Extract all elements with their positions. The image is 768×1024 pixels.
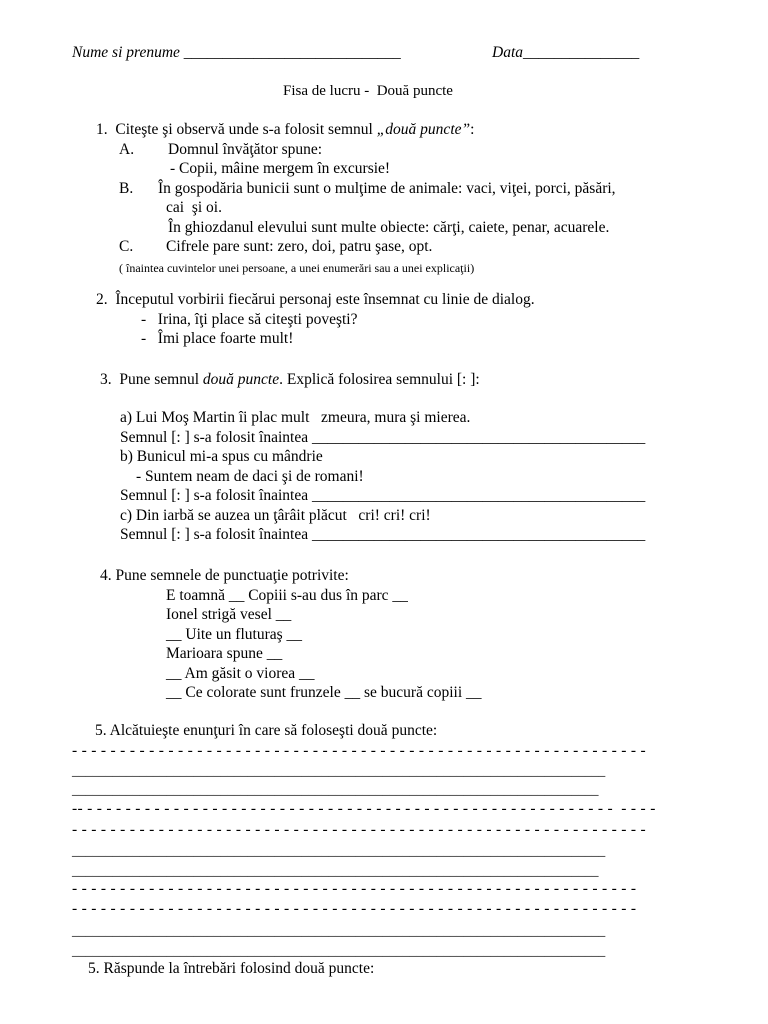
writing-rule[interactable]: ______________________________________________________________________________ [72, 782, 599, 797]
writing-rule[interactable]: _______________________________________________________________________________ [72, 763, 606, 778]
ex3-heading: 3. Pune semnul două puncte. Explică folosirea semnului [: ]: [100, 371, 480, 388]
writing-rule[interactable]: - - - - - - - - - - - - - - - - - - - - - - - - - - - - - - - - - - - - - - - - - - - - - - - - - - - - - - - - - - - [72, 880, 637, 897]
writing-rule[interactable]: ______________________________________________________________________________ [72, 863, 599, 878]
writing-rule[interactable]: - - - - - - - - - - - - - - - - - - - - - - - - - - - - - - - - - - - - - - - - - - - - - - - - - - - - - - - - - - - - [72, 821, 647, 838]
ex4-line[interactable]: Ionel strigă vesel __ [166, 606, 292, 623]
ex3-answer-2[interactable]: Semnul [: ] s-a folosit înaintea ___________________________________________ [120, 487, 646, 504]
ex1-heading: 1. Citeşte şi observă unde s-a folosit semnul „două puncte”: [96, 121, 475, 138]
name-label: Nume si prenume ____________________________ [72, 44, 401, 61]
writing-rule[interactable]: - - - - - - - - - - - - - - - - - - - - - - - - - - - - - - - - - - - - - - - - - - - - - - - - - - - - - - - - - - - [72, 900, 637, 917]
ex3-c: c) Din iarbă se auzea un ţârâit plăcut cri! cri! cri! [120, 507, 431, 524]
ex1-note: ( înaintea cuvintelor unei persoane, a unei enumerări sau a unei explicaţii) [119, 261, 475, 275]
date-blank[interactable]: _______________ [523, 44, 640, 61]
writing-rule[interactable]: _______________________________________________________________________________ [72, 923, 606, 938]
ex2-heading: 2. Începutul vorbirii fiecărui personaj este însemnat cu linie de dialog. [96, 291, 535, 308]
ex1-a-dialog: - Copii, mâine mergem în excursie! [170, 160, 391, 177]
ex1-b-text: În gospodăria bunicii sunt o mulţime de animale: vaci, viţei, porci, păsări, [158, 180, 616, 197]
writing-rule[interactable]: -- - - - - - - - - - - - - - - - - - - - - - - - - - - - - - - - - - - - - - - - - - - - - - - - - - - - - - - - - - - - [72, 800, 656, 817]
ex4-line[interactable]: __ Ce colorate sunt frunzele __ se bucură copiii __ [166, 684, 482, 701]
date-label: Data [492, 44, 523, 61]
writing-rule[interactable]: _______________________________________________________________________________ [72, 943, 606, 958]
ex1-b-text2: cai şi oi. [166, 199, 222, 216]
ex3-a: a) Lui Moş Martin îi plac mult zmeura, mura şi mierea. [120, 409, 471, 426]
ex3-answer-1[interactable]: Semnul [: ] s-a folosit înaintea ___________________________________________ [120, 429, 646, 446]
ex1-c-letter: C. [119, 238, 134, 255]
ex6-heading: 5. Răspunde la întrebări folosind două puncte: [88, 960, 375, 977]
writing-rule[interactable]: - - - - - - - - - - - - - - - - - - - - - - - - - - - - - - - - - - - - - - - - - - - - - - - - - - - - - - - - - - - - [72, 742, 647, 759]
name-blank[interactable]: ____________________________ [183, 44, 401, 61]
ex3-b-dialog: - Suntem neam de daci şi de romani! [136, 468, 364, 485]
ex3-answer-3[interactable]: Semnul [: ] s-a folosit înaintea ___________________________________________ [120, 526, 646, 543]
ex1-b-letter: B. [119, 180, 134, 197]
ex1-b-text3: În ghiozdanul elevului sunt multe obiecte: cărţi, caiete, penar, acuarele. [168, 219, 610, 236]
date-field [492, 44, 639, 62]
ex2-dialog-2: - Îmi place foarte mult! [141, 330, 294, 347]
ex3-b: b) Bunicul mi-a spus cu mândrie [120, 448, 323, 465]
ex4-line[interactable]: E toamnă __ Copiii s-au dus în parc __ [166, 587, 408, 604]
ex2-dialog-1: - Irina, îţi place să citeşti poveşti? [141, 311, 358, 328]
page-title: Fisa de lucru - Două puncte [283, 83, 453, 99]
ex1-a-text: Domnul învăţător spune: [168, 141, 323, 158]
ex5-heading: 5. Alcătuieşte enunţuri în care să foloseşti două puncte: [95, 722, 438, 739]
writing-rule[interactable]: _______________________________________________________________________________ [72, 843, 606, 858]
ex1-a-letter: A. [119, 141, 135, 158]
ex1-c-text: Cifrele pare sunt: zero, doi, patru şase, opt. [166, 238, 433, 255]
ex4-line[interactable]: __ Uite un fluturaş __ [166, 626, 303, 643]
ex4-line[interactable]: __ Am găsit o viorea __ [166, 665, 315, 682]
ex4-heading: 4. Pune semnele de punctuaţie potrivite: [100, 567, 349, 584]
ex4-line[interactable]: Marioara spune __ [166, 645, 283, 662]
